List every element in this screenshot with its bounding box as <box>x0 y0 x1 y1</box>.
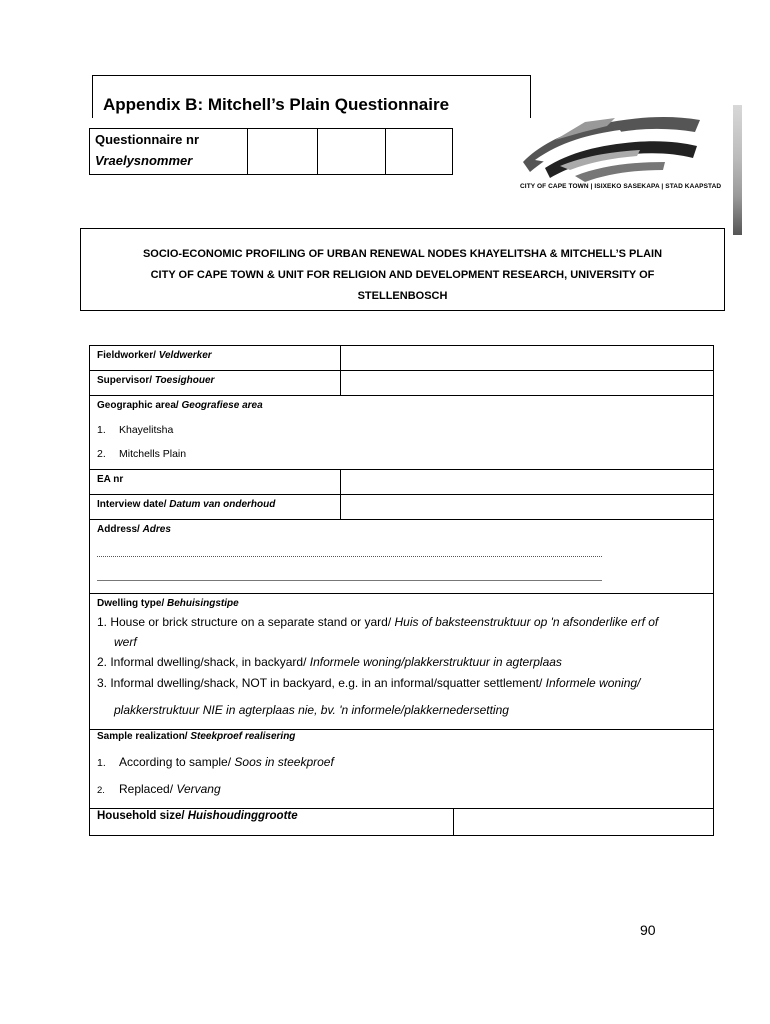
fieldworker-label: Fieldworker/ Veldwerker <box>97 350 212 361</box>
survey-header-box <box>80 228 725 311</box>
ea-nr-label: EA nr <box>97 474 124 485</box>
page-number: 90 <box>640 922 656 938</box>
dwelling-option-house[interactable]: 1. House or brick structure on a separate stand or yard/ Huis of baksteenstruktuur op 'n afsonderlike erf of <box>97 615 659 629</box>
household-size-label: Household size/ Huishoudinggrootte <box>97 810 298 822</box>
geographic-option-mitchells-plain[interactable]: 2. Mitchells Plain <box>97 448 187 460</box>
ea-nr-input[interactable] <box>341 470 714 494</box>
page-title: Appendix B: Mitchell’s Plain Questionnaire <box>103 95 450 114</box>
dwelling-option-house-cont: werf <box>114 635 137 649</box>
questionnaire-nr-digit-box[interactable] <box>248 129 318 174</box>
vraelysnommer-label: Vraelysnommer <box>95 153 193 168</box>
address-label: Address/ Adres <box>97 524 171 535</box>
title-box <box>92 75 531 118</box>
dwelling-type-label: Dwelling type/ Behuisingstipe <box>97 598 239 609</box>
questionnaire-nr-label: Questionnaire nr <box>95 132 200 147</box>
dwelling-option-not-backyard[interactable]: 3. Informal dwelling/shack, NOT in backyard, e.g. in an informal/squatter settlement/ Informele woning/ <box>97 676 641 690</box>
header-line-3: STELLENBOSCH <box>357 290 448 302</box>
sample-option-replaced[interactable]: 2. Replaced/ Vervang <box>97 782 221 796</box>
interview-date-input[interactable] <box>341 495 714 519</box>
interview-date-label: Interview date/ Datum van onderhoud <box>97 499 276 510</box>
address-line-2[interactable] <box>97 580 602 581</box>
header-line-1: SOCIO-ECONOMIC PROFILING OF URBAN RENEWAL NODES KHAYELITSHA & MITCHELL’S PLAIN <box>142 248 663 260</box>
dwelling-option-not-backyard-cont: plakkerstruktuur NIE in agterplaas nie, bv. 'n informele/plakkernedersetting <box>114 703 509 717</box>
questionnaire-form <box>89 345 714 836</box>
questionnaire-nr-table <box>89 128 453 175</box>
supervisor-input[interactable] <box>341 371 714 395</box>
dwelling-option-backyard[interactable]: 2. Informal dwelling/shack, in backyard/ Informele woning/plakkerstruktuur in agterplaas <box>97 655 562 669</box>
fieldworker-input[interactable] <box>341 346 714 370</box>
sample-realization-label: Sample realization/ Steekproef realisering <box>97 731 296 742</box>
geographic-area-label: Geographic area/ Geografiese area <box>97 400 263 411</box>
supervisor-label: Supervisor/ Toesighouer <box>97 375 215 386</box>
city-of-cape-town-logo <box>515 100 710 195</box>
sample-option-according[interactable]: 1. According to sample/ Soos in steekproef <box>97 755 334 769</box>
questionnaire-nr-digit-box[interactable] <box>318 129 386 174</box>
address-line-1[interactable] <box>97 556 602 557</box>
household-size-input[interactable] <box>454 809 714 836</box>
scan-edge-bar <box>733 105 742 235</box>
header-line-2: CITY OF CAPE TOWN & UNIT FOR RELIGION AND DEVELOPMENT RESEARCH, UNIVERSITY OF <box>150 269 655 281</box>
questionnaire-nr-digit-box[interactable] <box>386 129 454 174</box>
questionnaire-nr-label-cell <box>90 129 248 174</box>
logo-caption: CITY OF CAPE TOWN | ISIXEKO SASEKAPA | STAD KAAPSTAD <box>520 183 722 190</box>
geographic-option-khayelitsha[interactable]: 1. Khayelitsha <box>97 424 174 436</box>
